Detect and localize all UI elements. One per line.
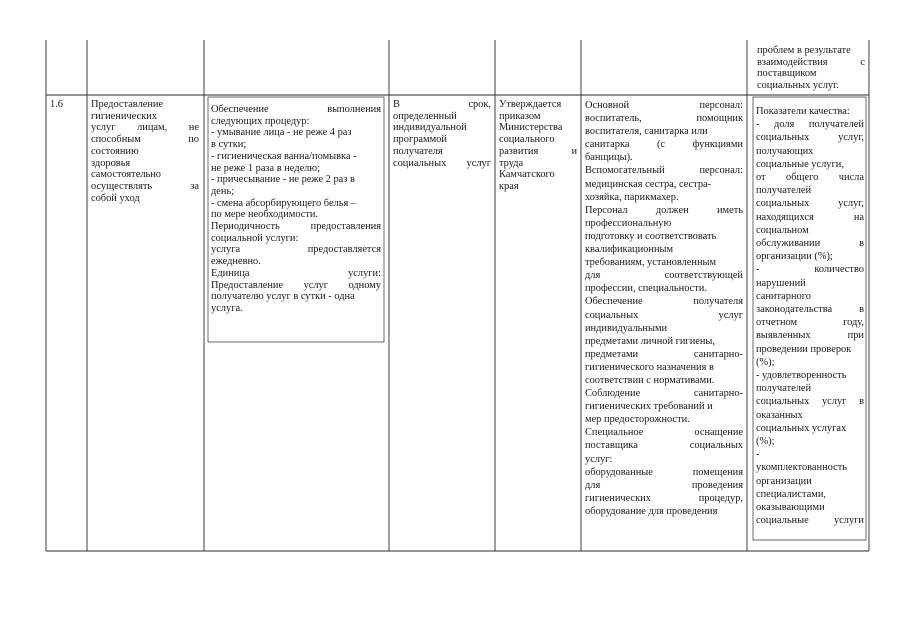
text-line: Единица услуги: xyxy=(211,267,381,279)
text-line: не реже 1 раза в неделю; xyxy=(211,162,321,174)
text-line: края xyxy=(499,180,519,192)
text-line: мер предосторожности. xyxy=(585,414,690,426)
text-line: услуга предоставляется xyxy=(211,244,381,256)
price-cell xyxy=(499,99,577,193)
text-line: Основной персонал: xyxy=(585,100,743,111)
text-line: - умывание лица - не реже 4 раз xyxy=(211,127,352,139)
text-line: получателей xyxy=(756,185,812,197)
text-line: социальные услуги, xyxy=(756,158,844,170)
text-line: социальных услуг в xyxy=(756,396,864,408)
text-line: социальных услуг, xyxy=(756,132,864,144)
text-line: получателю услуг в сутки - одна xyxy=(211,291,355,303)
service-name-cell xyxy=(91,99,199,204)
text-line: отчетном году, xyxy=(756,317,864,329)
text-line: труда xyxy=(499,157,524,169)
row-number: 1.6 xyxy=(50,99,63,110)
text-line: Предоставление услуг одному xyxy=(211,279,381,291)
text-line: санитарка (с функциями xyxy=(585,139,743,151)
text-line: для соответствующей xyxy=(585,270,743,282)
text-line: Утверждается xyxy=(499,99,562,110)
text-line: (%); xyxy=(756,356,775,368)
text-line: определенный xyxy=(393,110,457,122)
text-line: поставщика социальных xyxy=(585,440,743,452)
text-line: Специальное оснащение xyxy=(585,427,743,439)
text-line: законодательства в xyxy=(756,304,864,316)
text-line: по мере необходимости. xyxy=(211,209,319,221)
text-line: день; xyxy=(211,185,235,197)
text-line: индивидуальными xyxy=(585,322,668,334)
text-line: - причесывание - не реже 2 раз в xyxy=(211,174,355,186)
text-line: проведении проверок xyxy=(756,343,852,355)
text-line: Периодичность предоставления xyxy=(211,221,381,233)
text-line: находящихся на xyxy=(756,211,864,223)
text-line: услуг: xyxy=(585,453,613,465)
text-line: самостоятельно xyxy=(91,169,162,181)
top-row-indicators-cell xyxy=(757,45,865,92)
text-line: медицинская сестра, сестра- xyxy=(585,178,712,190)
text-line: Камчатского xyxy=(499,169,555,181)
text-line: нарушений xyxy=(756,277,806,289)
text-line: - доля получателей xyxy=(756,119,864,131)
text-line: программой xyxy=(393,134,447,146)
text-line: от общего числа xyxy=(756,172,864,184)
text-line: индивидуальной xyxy=(393,122,467,134)
text-line: следующих процедур: xyxy=(211,115,310,127)
text-line: Соблюдение санитарно- xyxy=(585,388,743,400)
text-line: предметами личной гигиены, xyxy=(585,335,715,347)
text-line: развития и xyxy=(499,145,577,157)
text-line: воспитатель, помощник xyxy=(585,113,743,125)
text-line: оказывающими xyxy=(756,502,825,514)
text-line: соответствии с нормативами. xyxy=(585,374,715,386)
text-line: оказанных xyxy=(756,409,803,421)
text-line: проблем в результате xyxy=(757,45,851,56)
text-line: банщицы). xyxy=(585,152,633,164)
text-line: хозяйка, парикмахер. xyxy=(585,191,679,203)
text-line: квалификационным xyxy=(585,244,674,256)
text-line: Персонал должен иметь xyxy=(585,204,743,216)
conditions-cell xyxy=(585,99,743,518)
text-line: гигиенических процедур, xyxy=(585,492,743,504)
text-line: поставщиком xyxy=(757,68,817,80)
text-line: профессиональную xyxy=(585,217,672,229)
text-line: получателя xyxy=(393,145,443,157)
text-line: социальном xyxy=(756,224,809,236)
text-line: предметами санитарно- xyxy=(585,348,743,360)
text-line: - xyxy=(756,449,760,461)
text-line: - количество xyxy=(756,264,864,276)
text-line: способным по xyxy=(91,134,199,146)
text-line: требованиям, установленным xyxy=(585,257,717,269)
text-line: - смена абсорбирующего белья – xyxy=(211,197,357,209)
text-line: организации (%); xyxy=(756,251,833,263)
text-line: Показатели качества: xyxy=(756,106,850,117)
text-line: социальные услуги xyxy=(756,515,864,527)
text-line: оборудование для проведения xyxy=(585,505,718,517)
text-line: гигиенических требований и xyxy=(585,401,713,413)
text-line: подготовку и соответствовать xyxy=(585,230,717,242)
text-line: приказом xyxy=(499,110,541,122)
text-line: социальных услугах xyxy=(756,422,847,434)
text-line: для проведения xyxy=(585,479,743,491)
text-line: оборудованные помещения xyxy=(585,466,743,478)
text-line: состоянию xyxy=(91,145,139,157)
indicators-cell xyxy=(756,105,864,528)
text-line: Министерства xyxy=(499,122,563,134)
text-line: здоровья xyxy=(91,157,131,169)
term-cell xyxy=(393,99,491,169)
text-line: социальных услуг. xyxy=(757,80,839,92)
text-line: ежедневно. xyxy=(211,256,261,268)
text-line: гигиенического назначения в xyxy=(585,361,714,373)
text-line: услуг лицам, не xyxy=(91,122,199,134)
text-line: социального xyxy=(499,134,555,146)
text-line: в сутки; xyxy=(211,139,247,151)
text-line: взаимодействия с xyxy=(757,56,865,68)
text-line: профессии, специальности. xyxy=(585,283,707,295)
text-line: - гигиеническая ванна/помывка - xyxy=(211,150,357,162)
service-content-cell xyxy=(211,104,381,315)
text-line: услуга. xyxy=(211,302,243,314)
text-line: собой уход xyxy=(91,192,140,204)
text-line: социальных услуг xyxy=(585,309,743,321)
text-line: воспитателя, санитарка или xyxy=(585,126,708,138)
text-line: В срок, xyxy=(393,99,491,110)
text-line: социальной услуги: xyxy=(211,232,299,244)
text-line: социальных услуг, xyxy=(756,198,864,210)
text-line: социальных услуг xyxy=(393,157,491,169)
text-line: Обеспечение выполнения xyxy=(211,104,381,115)
text-line: Предоставление xyxy=(91,99,164,110)
text-line: выявленных при xyxy=(756,330,864,342)
text-line: санитарного xyxy=(756,290,811,302)
text-line: осуществлять за xyxy=(91,180,199,192)
text-line: укомплектованность xyxy=(756,462,848,474)
text-line: обслуживании в xyxy=(756,238,864,250)
text-line: гигиенических xyxy=(91,110,157,122)
text-line: (%); xyxy=(756,436,775,448)
text-line: организации xyxy=(756,475,812,487)
text-line: - удовлетворенность xyxy=(756,370,847,382)
text-line: Вспомогательный персонал: xyxy=(585,165,743,177)
text-line: получающих xyxy=(756,145,814,157)
text-line: специалистами, xyxy=(756,488,826,500)
text-line: Обеспечение получателя xyxy=(585,296,743,308)
text-line: получателей xyxy=(756,383,812,395)
